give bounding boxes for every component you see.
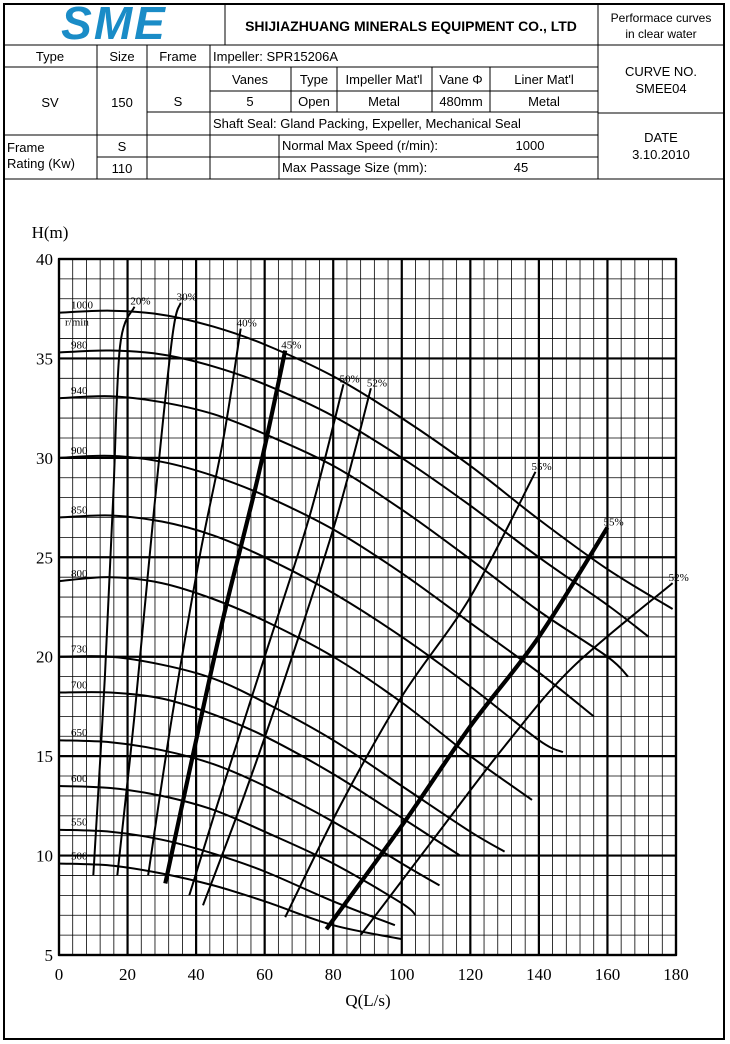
speed-label-800: 800 bbox=[71, 568, 88, 581]
performance-chart bbox=[32, 223, 689, 1010]
speed-label-850: 850 bbox=[71, 504, 88, 517]
efficiency-curve-5 bbox=[203, 388, 371, 905]
efficiency-curve-7 bbox=[326, 528, 607, 930]
frame-value: S bbox=[173, 94, 183, 109]
x-tick-label: 100 bbox=[389, 965, 415, 984]
frame-row-label: Frame bbox=[7, 140, 45, 155]
efficiency-label-4: 50% bbox=[339, 373, 360, 386]
efficiency-curve-4 bbox=[189, 384, 343, 895]
speed-label-700: 700 bbox=[71, 679, 88, 692]
efficiency-label-2: 40% bbox=[236, 317, 257, 330]
efficiency-label-3: 45% bbox=[281, 339, 302, 352]
sme-logo bbox=[61, 0, 167, 49]
date-value: 3.10.2010 bbox=[632, 147, 690, 162]
speed-label-730: 730 bbox=[71, 643, 88, 656]
y-tick-label: 40 bbox=[36, 250, 53, 269]
speed-label-980: 980 bbox=[71, 339, 88, 352]
y-tick-label: 20 bbox=[36, 647, 53, 667]
max-speed-value: 1000 bbox=[515, 138, 545, 153]
speed-label-550: 550 bbox=[71, 816, 88, 829]
y-tick-label: 35 bbox=[36, 349, 53, 369]
speed-label-600: 600 bbox=[71, 772, 88, 785]
frame-header: Frame bbox=[159, 49, 197, 64]
impeller-label: Impeller: SPR15206A bbox=[213, 49, 339, 64]
y-tick-label: 10 bbox=[36, 846, 53, 866]
frame-row-value: S bbox=[117, 139, 127, 154]
curve-title-line2: in clear water bbox=[625, 27, 697, 41]
rating-value: 110 bbox=[111, 161, 133, 176]
speed-label-1000: 1000 bbox=[71, 299, 93, 312]
company-name: SHIJIAZHUANG MINERALS EQUIPMENT CO., LTD bbox=[245, 18, 577, 34]
speed-curve-500 bbox=[59, 864, 402, 940]
size-header: Size bbox=[109, 49, 135, 64]
speed-curve-980 bbox=[59, 350, 649, 636]
x-tick-label: 180 bbox=[663, 965, 689, 984]
vane-diameter-label: Vane Φ bbox=[439, 72, 483, 87]
x-tick-label: 160 bbox=[594, 965, 621, 984]
curve-number-value: SMEE04 bbox=[635, 81, 687, 96]
x-tick-label: 20 bbox=[119, 965, 137, 984]
efficiency-label-8: 52% bbox=[668, 572, 689, 585]
vane-diameter-value: 480mm bbox=[439, 94, 483, 109]
liner-material-label: Liner Mat'l bbox=[514, 72, 574, 87]
impeller-type-value: Open bbox=[298, 94, 330, 109]
max-passage-value: 45 bbox=[513, 160, 529, 175]
x-axis-label: Q(L/s) bbox=[345, 991, 391, 1010]
shaft-seal: Shaft Seal: Gland Packing, Expeller, Mechanical Seal bbox=[213, 116, 521, 131]
x-tick-label: 140 bbox=[526, 965, 552, 984]
efficiency-label-7: 55% bbox=[603, 516, 624, 529]
efficiency-curve-8 bbox=[361, 583, 673, 935]
logo-text: SME bbox=[61, 0, 167, 49]
y-tick-label: 5 bbox=[44, 946, 53, 965]
rating-label: Rating (Kw) bbox=[7, 156, 75, 171]
speed-label-650: 650 bbox=[71, 727, 88, 740]
speed-unit-label: r/min bbox=[65, 316, 89, 329]
efficiency-label-0: 20% bbox=[130, 295, 151, 308]
x-tick-label: 0 bbox=[54, 965, 64, 984]
speed-curve-650 bbox=[59, 740, 440, 885]
size-value: 150 bbox=[111, 95, 133, 110]
curve-number-label: CURVE NO. bbox=[625, 64, 697, 79]
max-passage-label: Max Passage Size (mm): bbox=[282, 160, 428, 175]
x-tick-label: 60 bbox=[256, 965, 274, 984]
vanes-label: Vanes bbox=[232, 72, 268, 87]
y-tick-label: 15 bbox=[36, 747, 53, 767]
speed-curve-900 bbox=[59, 456, 594, 717]
speed-label-940: 940 bbox=[71, 385, 88, 398]
x-tick-label: 40 bbox=[187, 965, 205, 984]
y-axis-label: H(m) bbox=[31, 223, 69, 242]
impeller-material-value: Metal bbox=[368, 94, 400, 109]
speed-label-900: 900 bbox=[71, 444, 88, 457]
x-tick-label: 80 bbox=[324, 965, 342, 984]
max-speed-label: Normal Max Speed (r/min): bbox=[282, 138, 439, 153]
speed-label-500: 500 bbox=[71, 850, 88, 863]
efficiency-label-1: 30% bbox=[176, 291, 197, 304]
efficiency-label-6: 55% bbox=[531, 460, 552, 473]
curve-title-line1: Performace curves bbox=[610, 11, 712, 25]
impeller-material-label: Impeller Mat'l bbox=[345, 72, 423, 87]
type-header: Type bbox=[35, 49, 65, 64]
efficiency-label-5: 52% bbox=[366, 377, 388, 390]
liner-material-value: Metal bbox=[528, 94, 560, 109]
y-tick-label: 30 bbox=[36, 448, 53, 468]
type-value: SV bbox=[41, 95, 59, 110]
y-tick-label: 25 bbox=[36, 548, 53, 568]
efficiency-curves bbox=[93, 303, 672, 935]
vanes-value: 5 bbox=[246, 94, 254, 109]
x-tick-label: 120 bbox=[457, 965, 484, 984]
date-label: DATE bbox=[644, 130, 678, 145]
impeller-type-label: Type bbox=[299, 72, 329, 87]
